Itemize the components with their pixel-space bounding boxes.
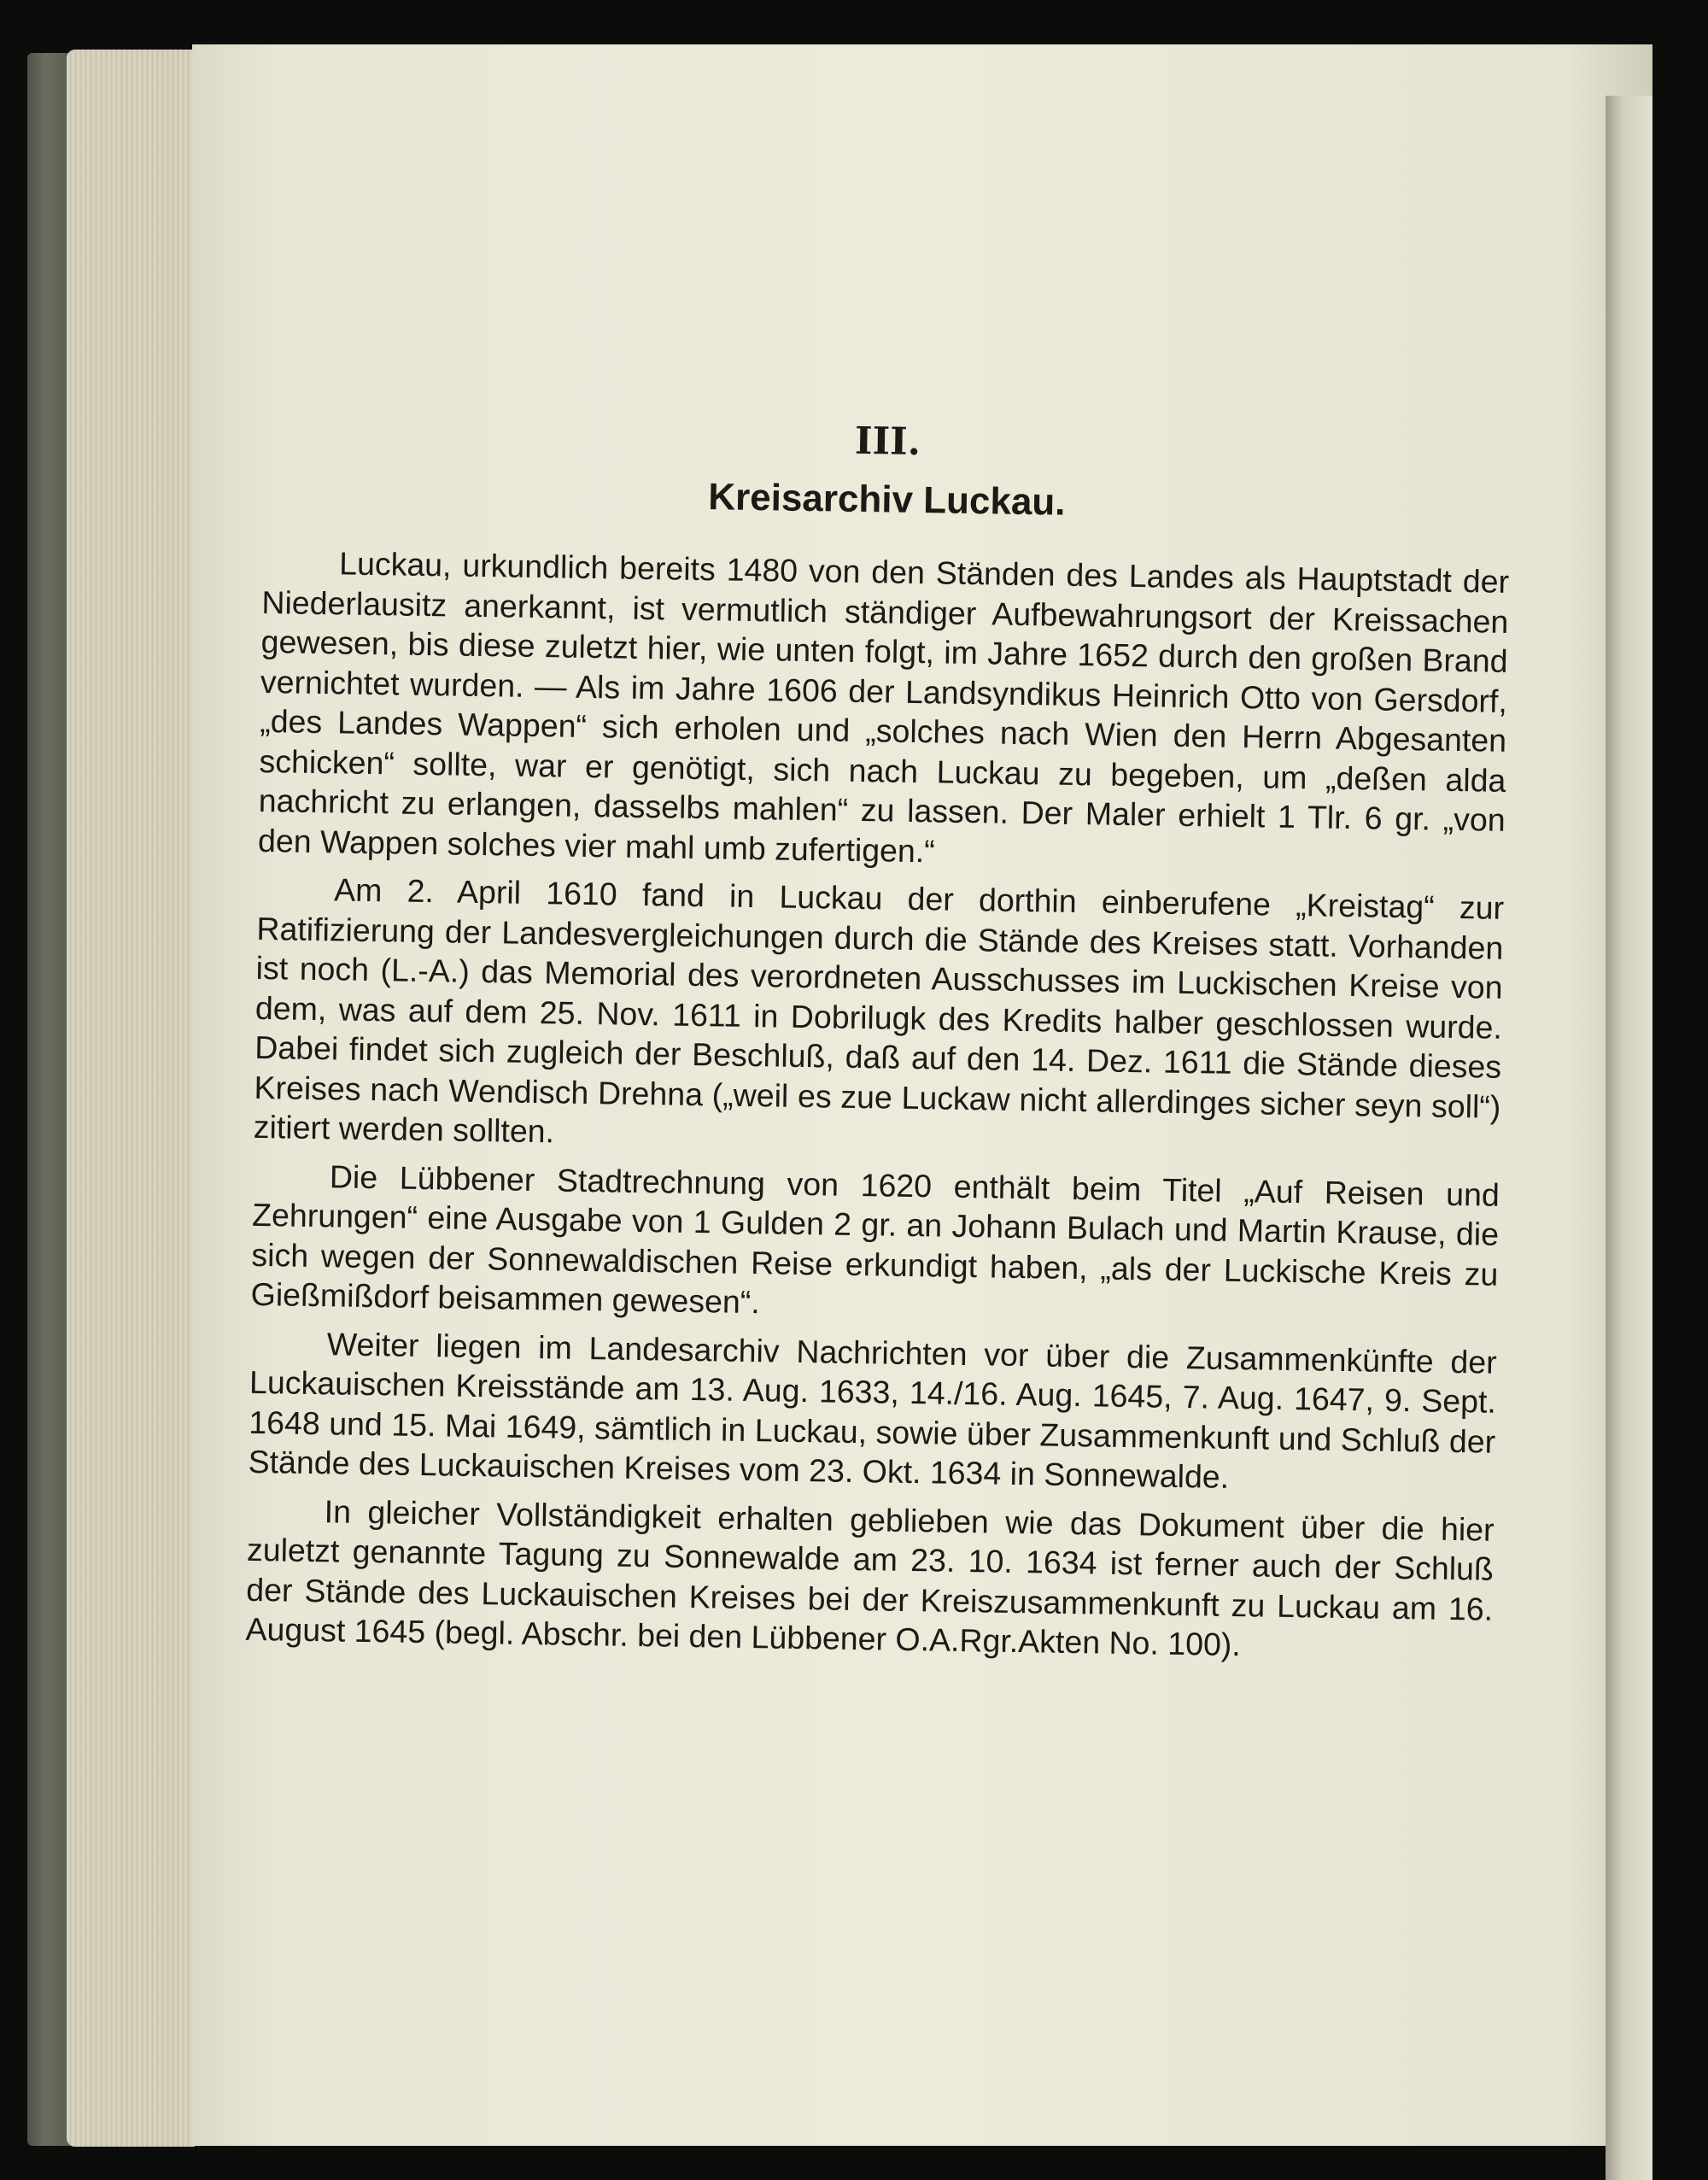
paragraph-1: Luckau, urkundlich bereits 1480 von den Ständen des Landes als Hauptstadt der Niederlausitz anerkannt, ist vermutlich ständiger Aufbewahrungsort der Kreissachen gewesen, bis diese zuletzt hier, wie unten folgt, im Jahre 1652 durch den großen Brand vernichtet wurden. — Als im Jahre 1606 der Landsyndikus Heinrich Otto von Gersdorf, „des Landes Wappen“ sich erholen und „solches nach Wien den Herrn Abgesanten schicken“ sollte, war er genötigt, sich nach Luckau zu begeben, um „deßen alda nachricht zu erlangen, dasselbs mahlen“ zu lassen. Der Maler erhielt 1 Tlr. 6 gr. „von den Wappen solches vier mahl umb zufertigen.“ [257,545,1510,869]
paragraph-2: Am 2. April 1610 fand in Luckau der dorthin einberufene „Kreistag“ zur Ratifizierung der Landesvergleichungen durch die Stände des Kreises statt. Vorhanden ist noch (L.-A.) das Memorial des verordneten Ausschusses im Luckischen Kreise von dem, was auf dem 25. Nov. 1611 in Dobrilugk des Kredits halber geschlossen wurde. Dabei findet sich zugleich der Beschluß, daß auf den 14. Dez. 1611 die Stände dieses Kreises nach Wendisch Drehna („weil es zue Luckaw nicht allerdinges sicher seyn soll“) zitiert werden sollten. [253,871,1505,1150]
book-spine [27,53,72,2146]
chapter-number: III. [854,419,921,465]
paragraph-3: Die Lübbener Stadtrechnung von 1620 enthält beim Titel „Auf Reisen und Zehrungen“ eine Ausgabe von 1 Gulden 2 gr. an Johann Bulach und Martin Krause, die sich wegen der Sonnewaldischen Reise erkundigt haben, „als der Luckische Kreis zu Gießmißdorf beisammen gewesen“. [250,1157,1500,1321]
page-edges [67,50,195,2147]
next-page-edge [1606,96,1652,2180]
paragraph-5: In gleicher Vollständigkeit erhalten geblieben wie das Dokument über die hier zuletzt genannte Tagung zu Sonnewalde am 23. 10. 1634 ist ferner auch der Schluß der Stände des Luckauischen Kreises bei der Kreiszusammenkunft zu Luckau am 16. August 1645 (begl. Abschr. bei den Lübbener O.A.Rgr.Akten No. 100). [245,1492,1494,1663]
paragraph-4: Weiter liegen im Landesarchiv Nachrichten vor über die Zusammenkünfte der Luckauischen Kreisstände am 13. Aug. 1633, 14./16. Aug. 1645, 7. Aug. 1647, 9. Sept. 1648 und 15. Mai 1649, sämtlich in Luckau, sowie über Zusammenkunft und Schluß der Stände des Luckauischen Kreises vom 23. Okt. 1634 in Sonnewalde. [248,1325,1498,1495]
chapter-title: Kreisarchiv Luckau. [707,476,1066,524]
page-content [245,410,1512,1677]
